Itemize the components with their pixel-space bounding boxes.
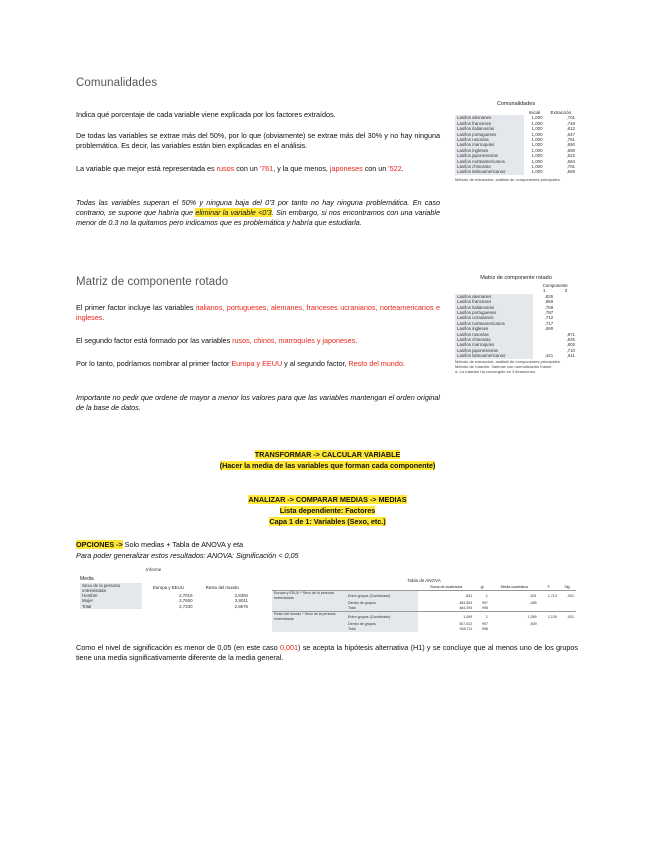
row-label: Las/los portugueses [455,310,533,315]
command-line: Capa 1 de 1: Variables (Sexo, etc.) [269,517,386,526]
cell-value: ,650 [566,142,575,148]
cell-value: 508,711 [459,627,473,632]
row-label [272,627,346,632]
cell-value: ,859 [544,299,554,305]
row-label: Las/los japoneses/as [455,153,524,158]
table-title: Tabla de ANOVA [407,578,441,583]
cell-value [490,627,539,632]
cell-value: 998 [481,627,488,632]
row-label: Mujer [80,598,142,603]
cell-value: 2,7650 [179,598,193,604]
table-row [272,627,576,632]
row-label: Las/los norteamericanos [455,321,533,326]
row-label: Hombre [80,593,142,598]
cell-value: ,690 [544,326,554,332]
cell-value: 1,000 [531,158,543,164]
cell-value: 483,563 [459,600,473,605]
table-note: Método de rotación: Varimax con normalización Kaiser. [455,363,553,369]
cell-value: 1,000 [531,120,543,126]
cell-value: ,825 [566,337,575,343]
cell-value: 2,7330 [179,603,193,609]
row-label: Las/los alemanes [455,294,533,299]
cell-value: ,748 [566,120,575,126]
column-header: F [547,585,550,590]
table-row [80,604,250,609]
row-label: Las/los italianos/as [455,305,533,310]
cell-value: ,611 [566,353,575,359]
paragraph: Todas las variables superan el 50% y ninguna baja del 0'3 por tanto no hay ninguna problemática. En caso contrario, se supone que habría que eliminar la variable <0'3. Sin embargo, si nos encontramos con una variable menor de 0.3 no la quitamos pero indicamos que es problemática y habría que estudiarla. [76,198,440,227]
table-title: Comunalidades [496,101,536,107]
paragraph: El segundo factor está formado por las variables rusos, chinos, marroquíes y japoneses. [76,336,358,345]
paragraph: De todas las variables se extrae más del 50%, por lo que (obviamente) se extrae más del 30% y no hay ninguna problemática. Es decir, las variables están bien explicadas en el análisis. [76,131,440,150]
cell-value: ,001 [567,593,574,598]
column-header: Inicial [528,110,541,115]
cell-value: 2,9011 [234,598,248,604]
row-sublabel: Entre grupos (Combinado) [346,591,418,601]
cell-value: 1,000 [531,126,543,132]
row-sublabel: Total [346,627,418,632]
cell-value: ,871 [566,331,575,337]
paragraph: Por lo tanto, podríamos nombrar al primer factor Europa y EEUU y al segundo factor, Resto del mundo. [76,359,405,368]
cell-value: ,701 [566,164,575,170]
options-note: Para poder generalizar estos resultados: ANOVA: Significación < 0,05 [76,551,299,560]
cell-value: ,647 [566,131,575,137]
row-label: Las/los chinos/as [455,337,533,342]
cell-value: 2,8676 [234,603,248,609]
cell-value: 1,000 [531,164,543,170]
table-title: Matriz de componente rotado [480,275,552,281]
cell-value: 507,622 [459,621,473,626]
table-row [455,169,577,174]
cell-value: 1,089 [463,614,473,619]
section-title-comunalidades: Comunalidades [76,77,158,89]
cell-value: ,509 [529,621,537,626]
cell-value: 997 [481,600,488,605]
table-note: Método de extracción: análisis de componentes principales. [455,358,561,364]
rotated-matrix-table [455,275,577,374]
column-header: Media cuadrática [500,585,528,590]
cell-value: 997 [481,621,488,626]
row-label: Las/los italianos/as [455,126,524,131]
cell-value: ,659 [566,169,575,175]
cell-value: ,598 [566,147,575,153]
cell-value: ,717 [544,320,554,326]
row-label: Las/los marroquíes [455,142,524,147]
row-label: Las/los ucranianos [455,315,533,320]
row-label: Las/los franceses [455,299,533,304]
cell-value: 1,000 [531,131,543,137]
cell-value: 1 [485,593,488,598]
table-row [272,612,576,622]
cell-value: ,712 [544,315,554,321]
cell-value: ,485 [529,600,537,605]
row-label: Las/los portugueses [455,132,524,137]
row-sublabel: Total [346,606,418,612]
row-label: Las/los franceses [455,121,524,126]
row-label: Las/los latinoamericanos [455,353,533,358]
row-label: Las/los alemanes [455,115,524,120]
cell-value: 1 [485,614,488,619]
column-header: Europa y EEUU [152,585,184,591]
row-label: Las/los rusos/as [455,332,533,337]
cell-value: ,831 [529,593,537,598]
cell-value: ,612 [566,126,575,132]
cell-value: ,768 [544,304,554,310]
cell-value: ,802 [566,342,575,348]
cell-value: 1,713 [547,593,557,598]
cell-value: 998 [481,606,488,611]
paragraph: Indica qué porcentaje de cada variable viene explicada por los factores extraídos. [76,110,336,119]
paragraph: Importante no pedir que ordene de mayor a menor los valores para que las variables mantengan el orden original de la base de datos. [76,393,440,412]
cell-value: 1,000 [531,169,543,175]
row-label: Las/los ingleses [455,148,524,153]
conclusion-paragraph: Como el nivel de significación es menor de 0,05 (en este caso 0,001) se acepta la hipótesis alternativa (H1) y se concluye que al menos uno de los grupos tiene una media significativamente diferente de la media general. [76,643,579,662]
column-header: 1 [543,288,546,294]
table-note: Método de extracción: análisis de componentes principales. [455,176,561,182]
cell-value: 1,089 [527,614,537,619]
cell-value: ,701 [566,115,575,121]
cell-value: 2,7016 [179,593,193,598]
section-title-matriz-rotada: Matriz de componente rotado [76,276,229,288]
cell-value: 1,000 [531,153,543,159]
row-sublabel: Dentro de grupos [346,622,418,627]
row-label: Las/los latinoamericanos [455,169,524,174]
paragraph: La variable que mejor está representada es rusos con un '761, y la que menos, japoneses con un '522. [76,164,404,173]
command-line: (Hacer la media de las variables que forman cada componente) [219,461,436,470]
cell-value: ,001 [567,614,574,619]
cell-value: ,421 [544,353,554,359]
paragraph: El primer factor incluye las variables italianos, portugueses, alemanes, franceses ucranianos, norteamericanos e ingleses. [76,303,440,322]
row-label: Las/los ingleses [455,326,533,331]
row-label: Europa y EEUU * Sexo de la persona entrevistada [272,591,346,601]
cell-value: 1,000 [531,142,543,148]
table-row [272,591,576,601]
row-label: Las/los norteamericanos [455,159,524,164]
row-label: Las/los chinos/as [455,164,524,169]
cell-value: ,831 [465,593,473,598]
column-header: Componente [542,283,568,288]
cell-value: 2,8350 [234,593,248,598]
cell-value: 1,000 [531,137,543,143]
cell-value [559,627,576,632]
row-label: Las/los marroquíes [455,342,533,347]
row-sublabel: Dentro de grupos [346,601,418,606]
informe-table: Informe Media Sexo de la persona entrevistada Europa y EEUU Resto del mundo Hombre 2,7016 2,8350 Mujer 2,7650 2,9011 Total 2,7330 2,8676 [80,567,248,609]
row-sublabel: Entre grupos (Combinado) [346,612,418,622]
column-header: Extracción [550,110,572,115]
cell-value: 1,000 [531,147,543,153]
command-line: ANALIZAR -> COMPARAR MEDIAS -> MEDIAS [248,495,407,504]
column-header: gl [480,585,484,590]
cell-value: 484,394 [459,606,473,611]
comunalidades-table [455,101,577,182]
table-note: a. La rotación ha convergido en 3 iteraciones. [455,368,536,374]
cell-value: ,710 [566,347,575,353]
anova-table [272,578,576,632]
command-line: TRANSFORMAR -> CALCULAR VARIABLE [254,450,401,459]
cell-value: ,797 [544,310,554,316]
row-label: Las/los rusos/as [455,137,524,142]
column-header: Suma de cuadrados [430,585,463,590]
options-line: OPCIONES -> Solo medias + Tabla de ANOVA y eta [76,540,243,549]
command-line: Lista dependiente: Factores [279,506,376,515]
cell-value: ,835 [544,293,554,299]
table-caption: Informe [146,567,162,572]
row-label: Las/los japoneses/as [455,348,533,353]
table-title: Media [80,576,94,582]
column-header: Resto del mundo [205,585,239,591]
row-label: Total [80,604,142,609]
cell-value: ,684 [566,158,575,164]
cell-value: ,522 [566,153,575,159]
column-header: 2 [564,288,568,294]
cell-value: 1,000 [531,115,543,121]
column-header: Sig. [564,585,571,590]
cell-value [539,627,559,632]
cell-value: ,761 [566,137,575,143]
cell-value: 2,139 [547,614,557,619]
row-label: Resto del mundo * Sexo de la persona entrevistada [272,612,346,622]
